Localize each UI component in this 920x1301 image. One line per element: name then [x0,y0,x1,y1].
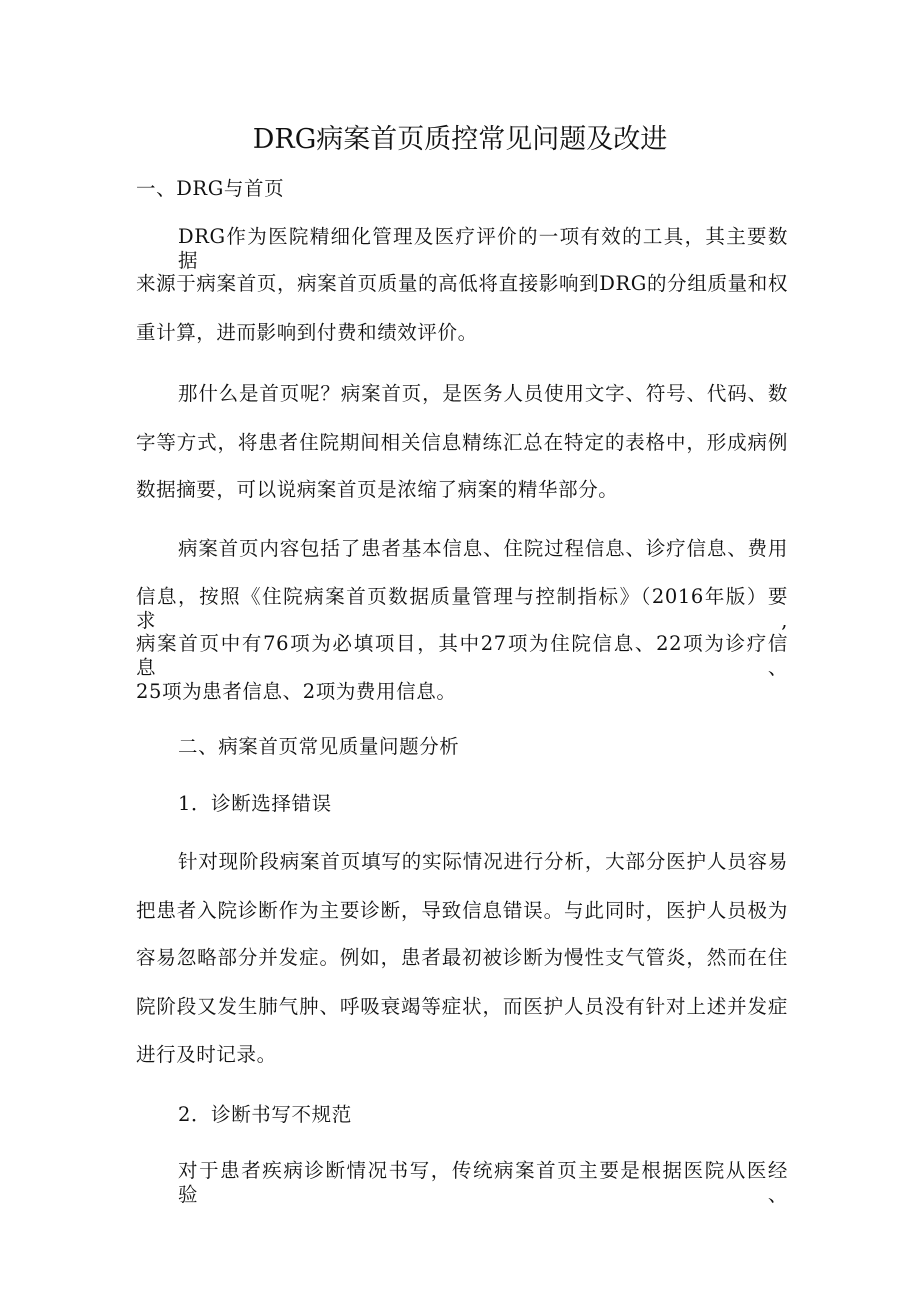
paragraph-4-line-1: 针对现阶段病案首页填写的实际情况进行分析，大部分医护人员容易 [178,850,788,873]
subsection-heading-2: 2．诊断书写不规范 [178,1103,352,1126]
paragraph-3-line-2: 信息，按照《住院病案首页数据质量管理与控制指标》（2016年版）要求, [136,585,788,632]
paragraph-4-line-4: 院阶段又发生肺气肿、呼吸衰竭等症状，而医护人员没有针对上述并发症 [136,995,788,1018]
section-heading-2: 二、病案首页常见质量问题分析 [178,735,460,758]
section-heading-1: 一、DRG与首页 [136,177,285,200]
subsection-heading-1: 1．诊断选择错误 [178,792,332,815]
paragraph-2-line-1: 那什么是首页呢？病案首页，是医务人员使用文字、符号、代码、数 [178,382,788,405]
paragraph-3-line-1: 病案首页内容包括了患者基本信息、住院过程信息、诊疗信息、费用 [178,537,788,560]
paragraph-3-line-3: 病案首页中有76项为必填项目，其中27项为住院信息、22项为诊疗信息、 [136,632,788,679]
paragraph-1-line-2: 来源于病案首页，病案首页质量的高低将直接影响到DRG的分组质量和权 [136,272,788,295]
paragraph-1-line-3: 重计算，进而影响到付费和绩效评价。 [136,321,478,344]
paragraph-3-line-4: 25项为患者信息、2项为费用信息。 [136,680,457,703]
paragraph-4-line-3: 容易忽略部分并发症。例如，患者最初被诊断为慢性支气管炎，然而在住 [136,946,788,969]
document-title: DRG病案首页质控常见问题及改进 [252,124,668,155]
paragraph-4-line-2: 把患者入院诊断作为主要诊断，导致信息错误。与此同时，医护人员极为 [136,899,788,922]
paragraph-2-line-2: 字等方式，将患者住院期间相关信息精练汇总在特定的表格中，形成病例 [136,431,788,454]
paragraph-5-line-1: 对于患者疾病诊断情况书写，传统病案首页主要是根据医院从医经验、 [178,1159,788,1206]
paragraph-4-line-5: 进行及时记录。 [136,1043,277,1066]
paragraph-2-line-3: 数据摘要，可以说病案首页是浓缩了病案的精华部分。 [136,478,619,501]
paragraph-1-line-1: DRG作为医院精细化管理及医疗评价的一项有效的工具，其主要数据 [178,225,788,272]
